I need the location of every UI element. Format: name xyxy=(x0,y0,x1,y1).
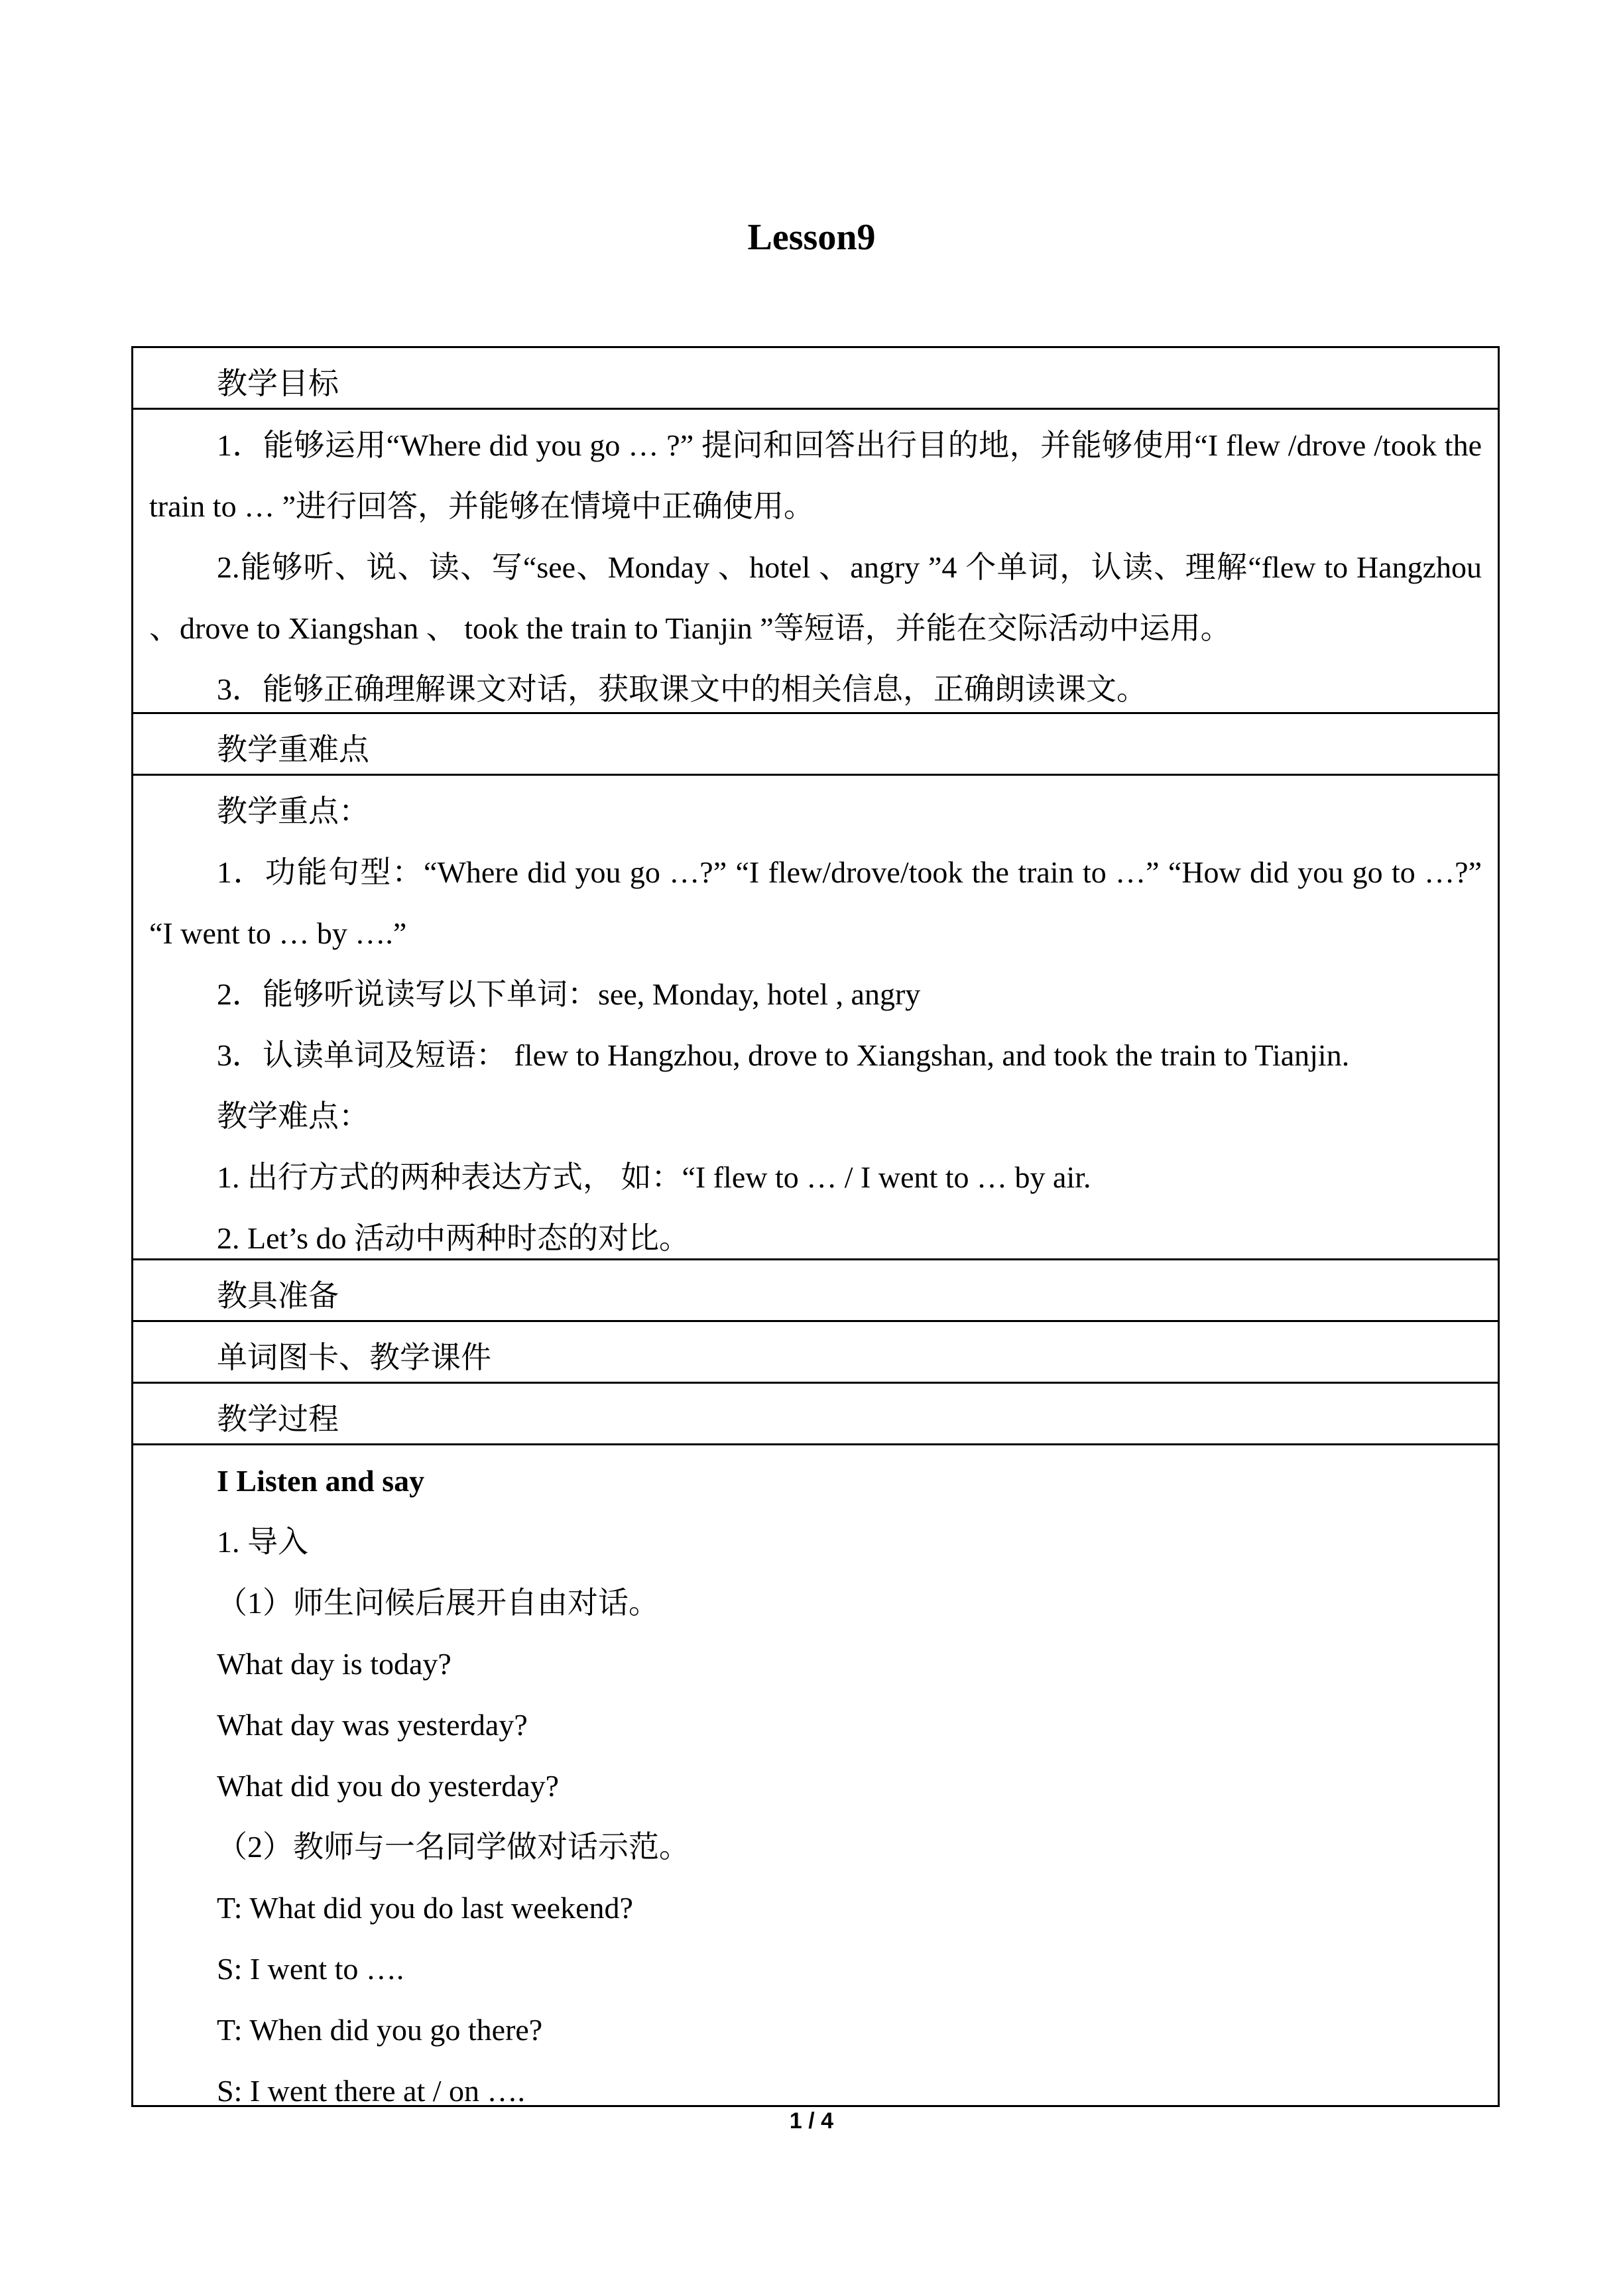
process-item: T: When did you go there? xyxy=(217,2013,543,2047)
goal-item: 3．能够正确理解课文对话，获取课文中的相关信息，正确朗读课文。 xyxy=(217,672,1147,706)
tools-content: 单词图卡、教学课件 xyxy=(217,1341,491,1374)
process-item: S: I went to …. xyxy=(217,1952,404,1986)
process-item: S: I went there at / on …. xyxy=(217,2074,526,2108)
goals-heading: 教学目标 xyxy=(217,367,339,400)
process-item: T: What did you do last weekend? xyxy=(217,1891,633,1925)
tools-content-cell xyxy=(133,1322,1498,1384)
focus-heading: 教学重难点 xyxy=(217,733,369,766)
tools-heading-cell xyxy=(133,1260,1498,1322)
process-subheading: I Listen and say xyxy=(217,1464,425,1498)
page-number: 1 / 4 xyxy=(789,2108,834,2134)
process-item: What day is today? xyxy=(217,1647,451,1681)
focus-item: 1．功能句型：“Where did you go …?” “I flew/drove/took the train to …” “How did you go to …?” “I went to … by ….” xyxy=(149,855,1482,950)
focus-item: 2．能够听说读写以下单词：see, Monday, hotel , angry xyxy=(217,977,921,1011)
focus-content-cell xyxy=(133,776,1498,1260)
lesson-plan-table xyxy=(131,346,1500,2107)
process-item: What did you do yesterday? xyxy=(217,1769,560,1803)
focus-item: 2. Let’s do 活动中两种时态的对比。 xyxy=(217,1221,690,1255)
goals-heading-cell xyxy=(133,348,1498,410)
focus-item: 教学难点： xyxy=(217,1099,369,1133)
process-content-cell xyxy=(133,1445,1498,2108)
focus-heading-cell xyxy=(133,714,1498,776)
tools-heading: 教具准备 xyxy=(217,1279,339,1313)
goal-item: 1．能够运用“Where did you go … ?” 提问和回答出行目的地，并能够使用“I flew /drove /took the train to … ”进行回答，并能够在情境中正确使用。 xyxy=(149,428,1482,523)
goals-content-cell xyxy=(133,410,1498,714)
focus-item: 1. 出行方式的两种表达方式， 如：“I flew to … / I went to … by air. xyxy=(217,1160,1091,1194)
focus-item: 3．认读单词及短语： flew to Hangzhou, drove to Xiangshan, and took the train to Tianjin. xyxy=(217,1038,1350,1072)
process-heading-cell xyxy=(133,1384,1498,1445)
process-item: （2）教师与一名同学做对话示范。 xyxy=(217,1830,690,1864)
document-title: Lesson9 xyxy=(747,217,876,258)
process-item: 1. 导入 xyxy=(217,1525,308,1559)
process-heading: 教学过程 xyxy=(217,1402,339,1436)
process-item: （1）师生问候后展开自由对话。 xyxy=(217,1586,659,1620)
process-item: What day was yesterday? xyxy=(217,1708,528,1742)
focus-item: 教学重点： xyxy=(217,794,369,828)
goal-item: 2.能够听、说、读、写“see、Monday 、hotel 、angry ”4 个单词，认读、理解“flew to Hangzhou 、drove to Xiangshan 、 took the train to Tianjin ”等短语，并能在交际活动中运用。 xyxy=(149,550,1482,645)
